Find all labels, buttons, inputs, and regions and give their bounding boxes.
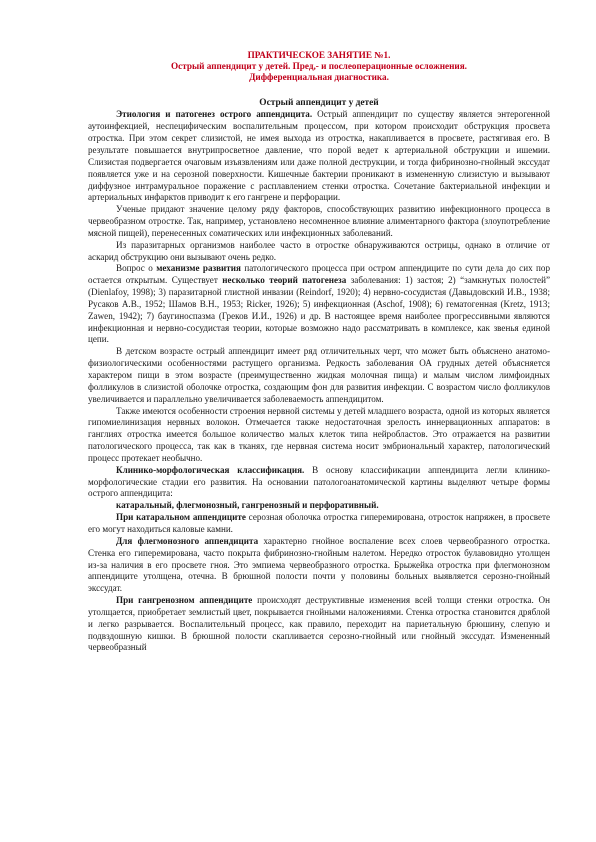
paragraph-etiology	[88, 109, 550, 204]
paragraph-factors: Ученые придают значение целому ряду факторов, способствующих развитию инфекционного процесса в червеобразном отростке. Так, например, установлено несомненное влияние алиментарного фактора (злоупотребление мясной пищей), перенесенных соматических или инфекционных заболеваний.	[88, 204, 550, 238]
paragraph-nervous-system: Также имеются особенности строения нервной системы у детей младшего возраста, одной из которых является гипомиелинизация нервных волокон. Отмечается также недостаточная зрелость иннервационных аппаратов: в ганглиях отростка имеется большое количество малых клеток типа нейробластов. Это отражается на развитии патологического процесса, так как в тканях, где нервная система носит эмбриональный характер, патологический процесс протекает необычно.	[88, 405, 550, 463]
paragraph-gangrenous	[88, 595, 550, 654]
header-line-2: Острый аппендицит у детей. Пред,- и послеоперационные осложнения.	[171, 61, 467, 72]
phlegmonous-text: характерно гнойное воспаление всех слоев червеобразного отростка. Стенка его гиперемирована, часто покрыта фибринозно-гнойным налетом. Нередко отросток булавовидно утолщен из-за наличия в его просвете гноя. Это эмпиема червеобразного отростка. Брыжейка отростка при флегмонозном аппендиците утолщена, отечна. В брюшной полости почти у половины больных выявляется серозно-гнойный экссудат.	[88, 535, 550, 594]
phlegmonous-heading: Для флегмонозного аппендицита	[116, 535, 259, 546]
paragraph-classification	[88, 465, 550, 501]
theories-bold-2: несколько теорий патогенеза	[222, 275, 347, 286]
header-line-3: Дифференциальная диагностика.	[249, 72, 389, 83]
catarrhal-text: серозная оболочка отростка гиперемирована, отросток напряжен, в просвете его могут находиться каловые камни.	[88, 512, 550, 534]
gangrenous-text: происходят деструктивные изменения всей толщи стенки отростка. Он утолщается, приобретает землистый цвет, покрывается гнойными наложениями. Стенка отростка становится дряблой и легко разрывается. Воспалительный процесс, как правило, переходит на париетальную брюшину, слепую и подвздошную кишки. В брюшной полости скапливается серозно-гнойный или гнойный экссудат. Измененный червеобразный	[88, 595, 550, 653]
theories-text-1: Вопрос о	[116, 263, 157, 274]
gangrenous-heading: При гангренозном аппендиците	[116, 595, 253, 606]
paragraph-etiology-text: Острый аппендицит по существу является энтерогенной аутоинфекцией, неспецифическим воспалительным процессом, при котором происходит обструкция просвета отростка. При этом секрет слизистой, не имея выхода из отростка, накапливается в просвете, растягивая его. В результате повышается внутрипросветное давление, что порой ведет к артериальной обструкции и ишемии. Слизистая подвергается очаговым изъязвлениям или даже полной деструкции, и тогда фибринозно-гнойный экссудат появляется уже и на серозной поверхности. Кишечные бактерии проникают в измененную слизистую и вызывают диффузное интрамуральное поражение с расплавлением стенки отростка. Сочетание бактериальной инфекции и артериальных инфарктов приводит к его гангрене и перфорации.	[88, 109, 551, 203]
paragraph-theories	[88, 263, 550, 346]
classification-text: В основу классификации аппендицита легли клинико-морфологические стадии его развития. На основании патологоанатомической картины выделяют четыре формы острого аппендицита:	[88, 464, 550, 499]
paragraph-etiology-heading: Этиология и патогенез острого аппендицита.	[116, 109, 313, 120]
paragraph-parasites: Из паразитарных организмов наиболее часто в отростке обнаруживаются острицы, однако в отличие от аскарид обструкцию они вызывают очень редко.	[88, 239, 550, 262]
paragraph-childhood: В детском возрасте острый аппендицит имеет ряд отличительных черт, что может быть объяснено анатомо-физиологическими особенностями растущего организма. Редкость заболевания ОА грудных детей объясняется характером пищи в этом возрасте (преимущественно жидкая молочная пища) и малым числом лимфоидных фолликулов в слизистой оболочке отростка, создающим фон для развития инфекции. С возрастом число фолликулов увеличивается и параллельно увеличивается заболеваемость аппендицитом.	[88, 346, 550, 404]
catarrhal-heading: При катаральном аппендиците	[116, 512, 246, 523]
paragraph-catarrhal	[88, 512, 550, 536]
classification-heading: Клинико-морфологическая классификация.	[116, 464, 305, 475]
theories-bold-1: механизме развития	[156, 263, 241, 274]
theories-text-2: патологического процесса при остром аппендиците по сути дела до сих пор остается открытым. Существует	[88, 263, 550, 286]
paragraph-phlegmonous	[88, 536, 550, 595]
paragraph-forms-list: катаральный, флегмонозный, гангренозный и перфоративный.	[116, 500, 379, 511]
theories-text-3: заболевания: 1) застоя; 2) “замкнутых полостей” (Dienlafoy, 1998); 3) паразитарной глистной инвазии (Reindorf, 1920); 4) нервно-сосудистая (Давыдовский И.В., 1938; Русаков А.В., 1952; Шамов В.Н., 1953; Ricker, 1926); 5) инфекционная (Aschof, 1908); 6) гематогенная (Kretz, 1913; Zawen, 1942); 7) баугиноспазма (Греков И.И., 1926) и др. В настоящее время наиболее прогрессивными являются инфекционная и нервно-сосудистая теории, которые возможно надо рассматривать в комплексе, как звенья единой цепи.	[88, 275, 550, 345]
section-title: Острый аппендицит у детей	[259, 97, 379, 108]
header-line-1: ПРАКТИЧЕСКОЕ ЗАНЯТИЕ №1.	[247, 50, 391, 60]
